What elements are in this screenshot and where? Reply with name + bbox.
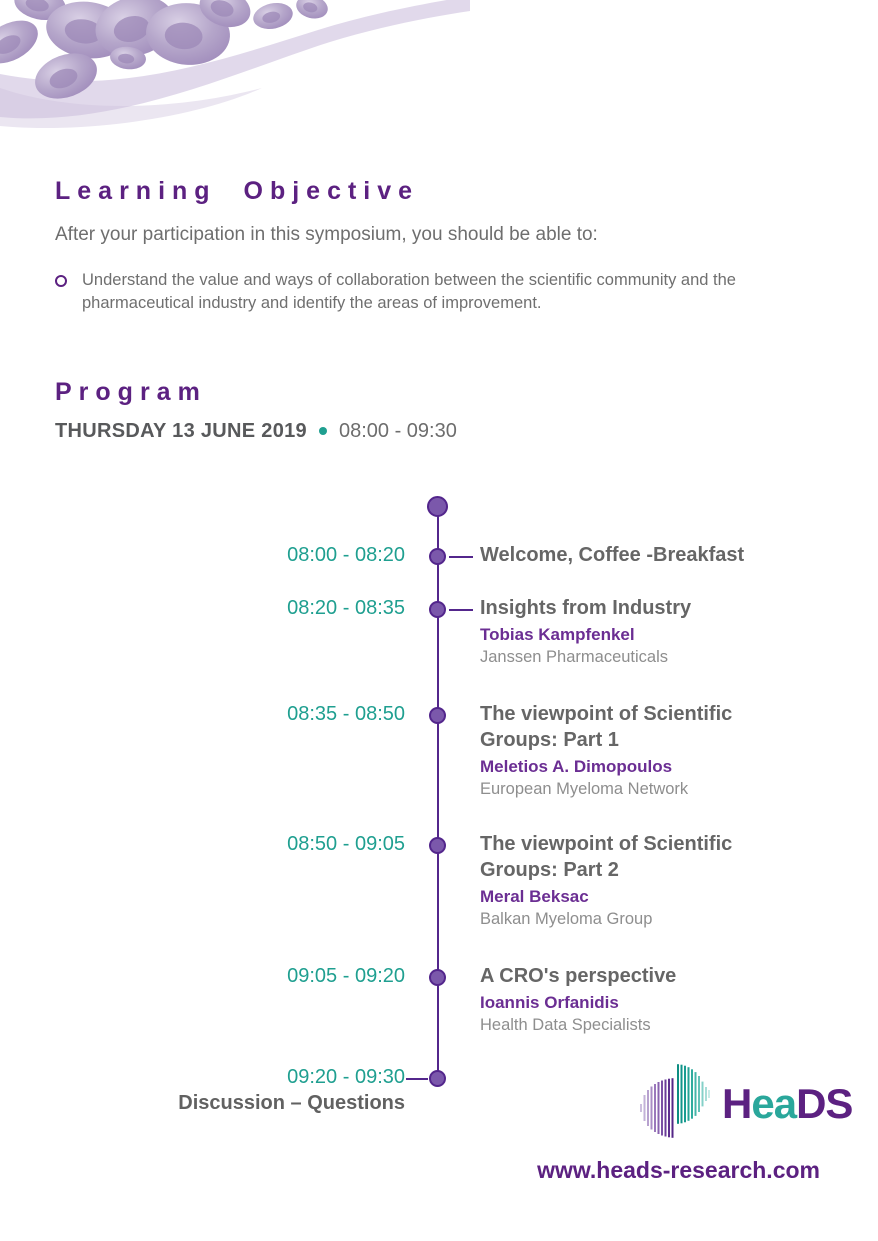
session-time: 09:20 - 09:30: [287, 1066, 405, 1088]
session-speaker: Ioannis Orfanidis: [480, 993, 619, 1012]
program-heading: Program: [55, 378, 207, 406]
session-time: 08:50 - 09:05: [287, 833, 405, 855]
timeline-connector: [449, 556, 473, 558]
learning-objective-intro: After your participation in this symposium, you should be able to:: [55, 224, 598, 245]
session-speaker: Meletios A. Dimopoulos: [480, 757, 673, 776]
session-title: The viewpoint of Scientific Groups: Part 2: [480, 833, 733, 881]
session-title: The viewpoint of Scientific Groups: Part 1: [480, 703, 733, 751]
session-time: 08:20 - 08:35: [287, 597, 405, 619]
timeline-start-dot: [427, 496, 448, 517]
logo-letters-ds: DS: [796, 1080, 853, 1127]
timeline-connector: [449, 609, 473, 611]
learning-objective-heading: Learning Objective: [55, 177, 420, 205]
timeline-dot: [429, 969, 446, 986]
logo-letters-ea: ea: [751, 1080, 797, 1127]
session-time: 08:35 - 08:50: [287, 703, 405, 725]
session-speaker: Meral Beksac: [480, 887, 589, 906]
learning-objective-bullet: [55, 269, 807, 315]
timeline-connector: [406, 1078, 428, 1080]
closing-session-label: Discussion – Questions: [178, 1092, 405, 1114]
blood-cells-artwork: [0, 0, 470, 135]
separator-dot-icon: [319, 427, 327, 435]
session-time: 08:00 - 08:20: [287, 544, 405, 566]
bullet-text: Understand the value and ways of collaboration between the scientific community and the pharmaceutical industry and identify the areas of improvement.: [82, 271, 736, 312]
program-date: THURSDAY 13 JUNE 2019: [55, 420, 307, 442]
session-speaker: Tobias Kampfenkel: [480, 625, 635, 644]
session-title: Welcome, Coffee -Breakfast: [480, 544, 745, 566]
program-time-range: 08:00 - 09:30: [338, 420, 457, 442]
session-time: 09:05 - 09:20: [287, 965, 405, 987]
timeline-line: [437, 507, 439, 1079]
bullet-circle-icon: [55, 275, 67, 287]
timeline-dot: [429, 1070, 446, 1087]
session-title: A CRO's perspective: [480, 965, 677, 987]
website-url: www.heads-research.com: [537, 1157, 820, 1183]
timeline-dot: [429, 837, 446, 854]
session-title: Insights from Industry: [480, 597, 692, 619]
timeline-dot: [429, 548, 446, 565]
session-organization: Health Data Specialists: [480, 1016, 651, 1034]
session-organization: Balkan Myeloma Group: [480, 910, 653, 928]
session-organization: Janssen Pharmaceuticals: [480, 648, 669, 666]
heads-logo-text: [722, 1080, 852, 1128]
program-date-row: [55, 420, 457, 443]
timeline-dot: [429, 707, 446, 724]
session-organization: European Myeloma Network: [480, 780, 689, 798]
timeline-dot: [429, 601, 446, 618]
logo-letter-h: H: [722, 1080, 752, 1127]
heads-logo-mark-icon: [633, 1063, 717, 1143]
